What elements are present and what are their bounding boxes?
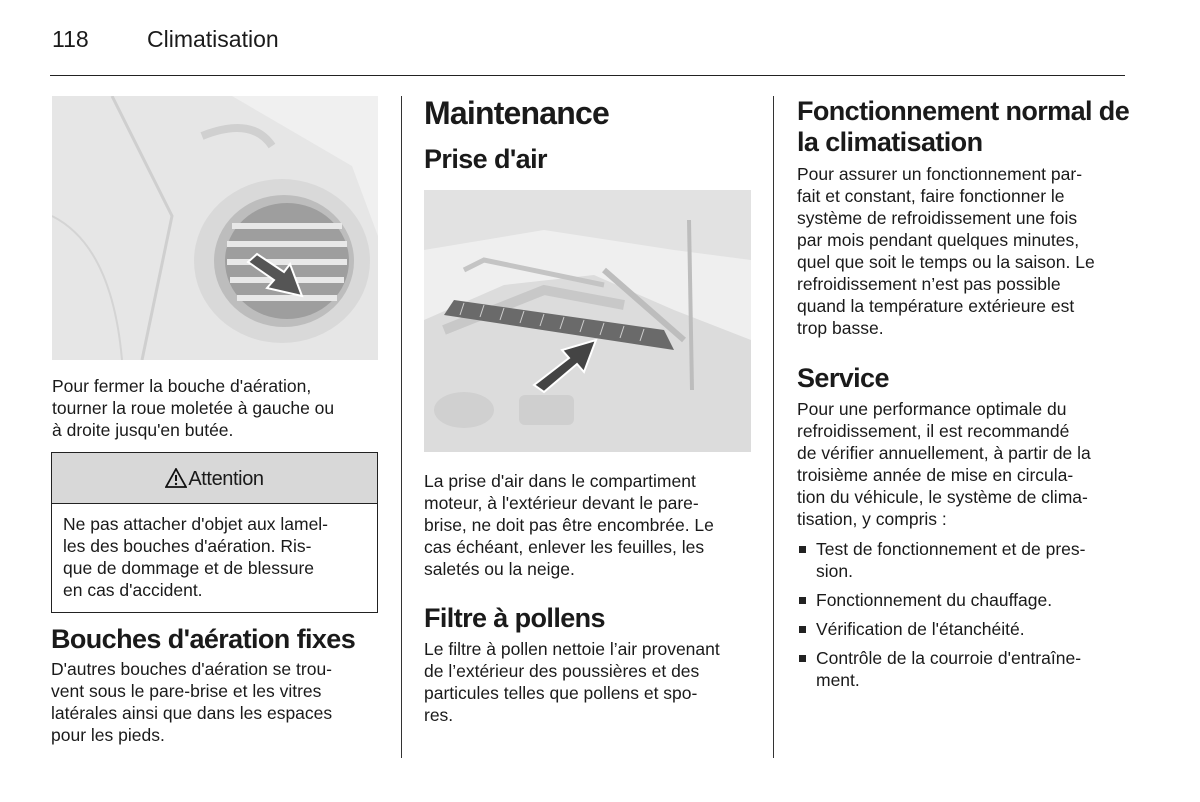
bullet-square-icon bbox=[799, 626, 806, 633]
maintenance-title: Maintenance bbox=[424, 95, 610, 131]
bullet-square-icon bbox=[799, 597, 806, 604]
air-intake-text: La prise d'air dans le compartiment moteur, à l'extérieur devant le pare- brise, ne doit pas être encombrée. Le cas échéant, enlever les feuilles, les saletés ou la neige. bbox=[424, 471, 714, 579]
attention-header bbox=[52, 453, 377, 504]
bullet-square-icon bbox=[799, 655, 806, 662]
bullet-square-icon bbox=[799, 546, 806, 553]
pollen-filter-text: Le filtre à pollen nettoie l’air provenant de l’extérieur des poussières et des particules telles que pollens et spo- res. bbox=[424, 639, 720, 725]
air-intake-heading: Prise d'air bbox=[424, 144, 547, 174]
vent-illustration bbox=[52, 96, 378, 360]
air-intake-illustration bbox=[424, 190, 751, 452]
service-heading: Service bbox=[797, 363, 889, 393]
list-item: Contrôle de la courroie d'entraîne- ment. bbox=[797, 647, 1137, 691]
attention-text: Ne pas attacher d'objet aux lamel- les des bouches d'aération. Ris- que de dommage et de blessure en cas d'accident. bbox=[63, 514, 329, 600]
fixed-vents-heading: Bouches d'aération fixes bbox=[51, 624, 356, 654]
attention-box bbox=[51, 452, 378, 613]
column-divider-2 bbox=[773, 96, 774, 758]
fixed-vents-text: D'autres bouches d'aération se trou- vent sous le pare-brise et les vitres latérales ainsi que dans les espaces pour les pieds. bbox=[51, 659, 333, 745]
list-item: Fonctionnement du chauffage. bbox=[797, 589, 1137, 611]
header-rule bbox=[50, 75, 1125, 76]
service-checklist bbox=[797, 538, 1137, 691]
vent-instructions: Pour fermer la bouche d'aération, tourner la roue moletée à gauche ou à droite jusqu'en butée. bbox=[52, 376, 335, 440]
warning-triangle-icon bbox=[165, 468, 187, 488]
page-number: 118 bbox=[52, 26, 89, 52]
normal-operation-heading: Fonctionnement normal de la climatisation bbox=[797, 96, 1130, 157]
column-divider-1 bbox=[401, 96, 402, 758]
section-title: Climatisation bbox=[147, 26, 279, 52]
normal-operation-text: Pour assurer un fonctionnement par- fait et constant, faire fonctionner le système de refroidissement une fois par mois pendant quelques minutes, quel que soit le temps ou la saison. Le refroidissement n’est pas possible quand la température extérieure est trop basse. bbox=[797, 164, 1095, 338]
pollen-filter-heading: Filtre à pollens bbox=[424, 603, 605, 633]
list-item: Test de fonctionnement et de pres- sion. bbox=[797, 538, 1137, 582]
service-text: Pour une performance optimale du refroidissement, il est recommandé de vérifier annuellement, à partir de la troisième année de mise en circula- tion du véhicule, le système de clima- tisation, y compris : bbox=[797, 399, 1091, 529]
attention-title: Attention bbox=[188, 468, 264, 490]
list-item: Vérification de l'étanchéité. bbox=[797, 618, 1137, 640]
